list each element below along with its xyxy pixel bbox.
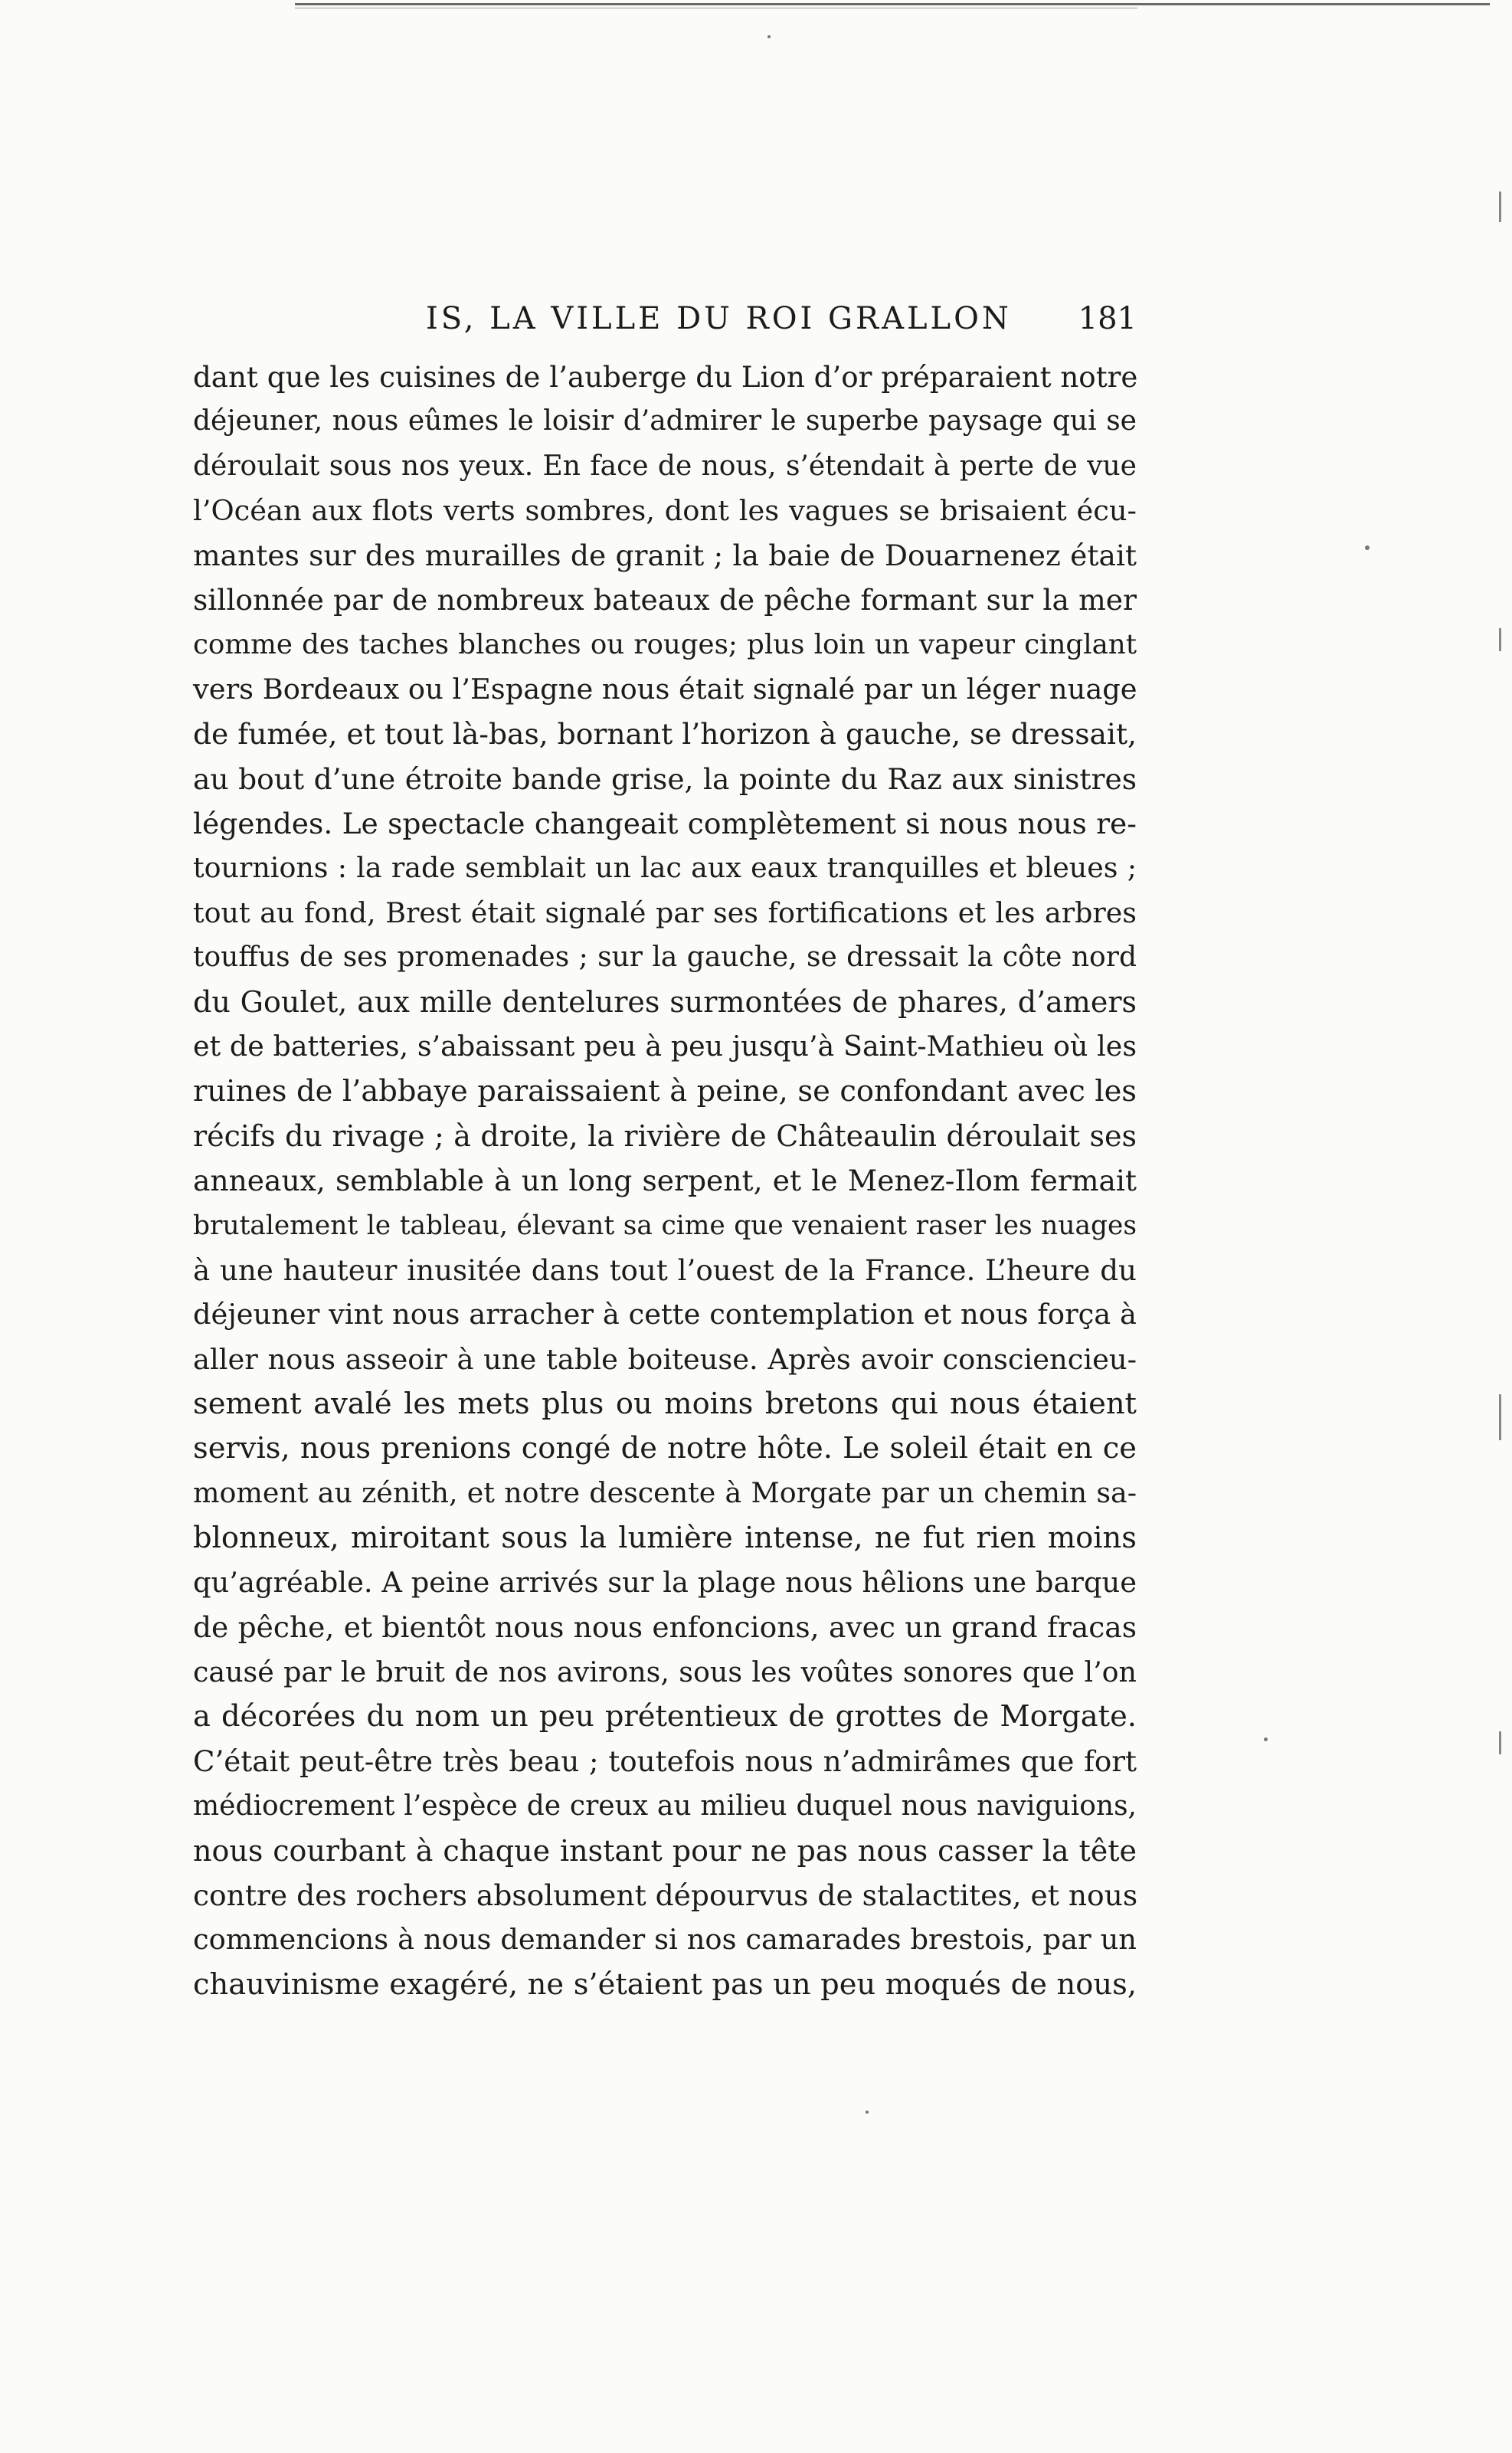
body-text: [193, 355, 1137, 2007]
text-line: tournions : la rade semblait un lac aux eaux tranquilles et bleues ;: [193, 851, 1137, 885]
scan-speck: [767, 35, 771, 38]
text-line: au bout d’une étroite bande grise, la pointe du Raz aux sinistres: [193, 761, 1137, 796]
text-line: contre des rochers absolument dépourvus de stalactites, et nous: [193, 1878, 1138, 1913]
text-line: à une hauteur inusitée dans tout l’ouest de la France. L’heure du: [193, 1253, 1137, 1287]
text-line: servis, nous prenions congé de notre hôte. Le soleil était en ce: [193, 1431, 1137, 1466]
text-line: moment au zénith, et notre descente à Morgate par un chemin sa-: [193, 1476, 1137, 1510]
scan-edge-mark: [1499, 1394, 1501, 1440]
text-line: touffus de ses promenades ; sur la gauche, se dressait la côte nord: [193, 941, 1137, 973]
text-line: et de batteries, s’abaissant peu à peu jusqu’à Saint-Mathieu où les: [193, 1030, 1137, 1063]
scan-speck: [866, 2111, 869, 2114]
text-line: récifs du rivage ; à droite, la rivière de Châteaulin déroulait ses: [193, 1119, 1137, 1154]
text-line: chauvinisme exagéré, ne s’étaient pas un peu moqués de nous,: [193, 1967, 1137, 2002]
text-line: déjeuner vint nous arracher à cette contemplation et nous força à: [193, 1298, 1137, 1331]
page-number: 181: [1078, 301, 1137, 336]
scan-speck: [1365, 545, 1370, 550]
text-line: C’était peut-être très beau ; toutefois nous n’admirâmes que fort: [193, 1744, 1137, 1779]
text-line: déjeuner, nous eûmes le loisir d’admirer le superbe paysage qui se: [193, 405, 1137, 437]
text-line: sement avalé les mets plus ou moins bretons qui nous étaient: [193, 1386, 1137, 1421]
text-line: brutalement le tableau, élevant sa cime que venaient raser les nuages: [193, 1210, 1137, 1241]
text-line: ruines de l’abbaye paraissaient à peine, se confondant avec les: [193, 1073, 1137, 1109]
text-line: aller nous asseoir à une table boiteuse. Après avoir consciencieu-: [193, 1342, 1137, 1376]
text-line: vers Bordeaux ou l’Espagne nous était signalé par un léger nuage: [193, 673, 1137, 706]
scan-edge-mark: [1499, 628, 1501, 651]
text-line: qu’agréable. A peine arrivés sur la plage nous hêlions une barque: [193, 1566, 1137, 1600]
text-line: médiocrement l’espèce de creux au milieu duquel nous naviguions,: [193, 1790, 1137, 1822]
scan-edge-mark: [1499, 192, 1501, 222]
text-line: mantes sur des murailles de granit ; la baie de Douarnenez était: [193, 539, 1137, 573]
scan-speck: [1264, 1737, 1268, 1741]
text-line: anneaux, semblable à un long serpent, et le Menez-Ilom fermait: [193, 1164, 1137, 1198]
text-line: sillonnée par de nombreux bateaux de pêche formant sur la mer: [193, 583, 1137, 617]
top-edge-rule: [295, 3, 1490, 5]
text-line: dant que les cuisines de l’auberge du Lion d’or préparaient notre: [193, 360, 1138, 394]
text-line: comme des taches blanches ou rouges; plus loin un vapeur cinglant: [193, 628, 1137, 660]
text-line: de pêche, et bientôt nous nous enfoncions, avec un grand fracas: [193, 1610, 1137, 1645]
text-line: du Goulet, aux mille dentelures surmontées de phares, d’amers: [193, 985, 1137, 1020]
text-line: l’Océan aux flots verts sombres, dont les vagues se brisaient écu-: [193, 493, 1137, 527]
text-line: blonneux, miroitant sous la lumière intense, ne fut rien moins: [193, 1520, 1137, 1555]
text-line: causé par le bruit de nos avirons, sous les voûtes sonores que l’on: [193, 1655, 1137, 1688]
text-line: légendes. Le spectacle changeait complètement si nous nous re-: [193, 806, 1137, 840]
running-head: [193, 300, 1137, 338]
text-line: de fumée, et tout là-bas, bornant l’horizon à gauche, se dressait,: [193, 717, 1137, 752]
text-line: commencions à nous demander si nos camarades brestois, par un: [193, 1923, 1137, 1957]
text-line: déroulait sous nos yeux. En face de nous, s’étendait à perte de vue: [193, 450, 1137, 482]
text-line: a décorées du nom un peu prétentieux de grottes de Morgate.: [193, 1698, 1137, 1734]
scan-edge-mark: [1499, 1731, 1501, 1754]
running-title: IS, LA VILLE DU ROI GRALLON: [426, 301, 1012, 336]
text-line: nous courbant à chaque instant pour ne pas nous casser la tête: [193, 1833, 1137, 1868]
text-line: tout au fond, Brest était signalé par ses fortifications et les arbres: [193, 896, 1137, 929]
